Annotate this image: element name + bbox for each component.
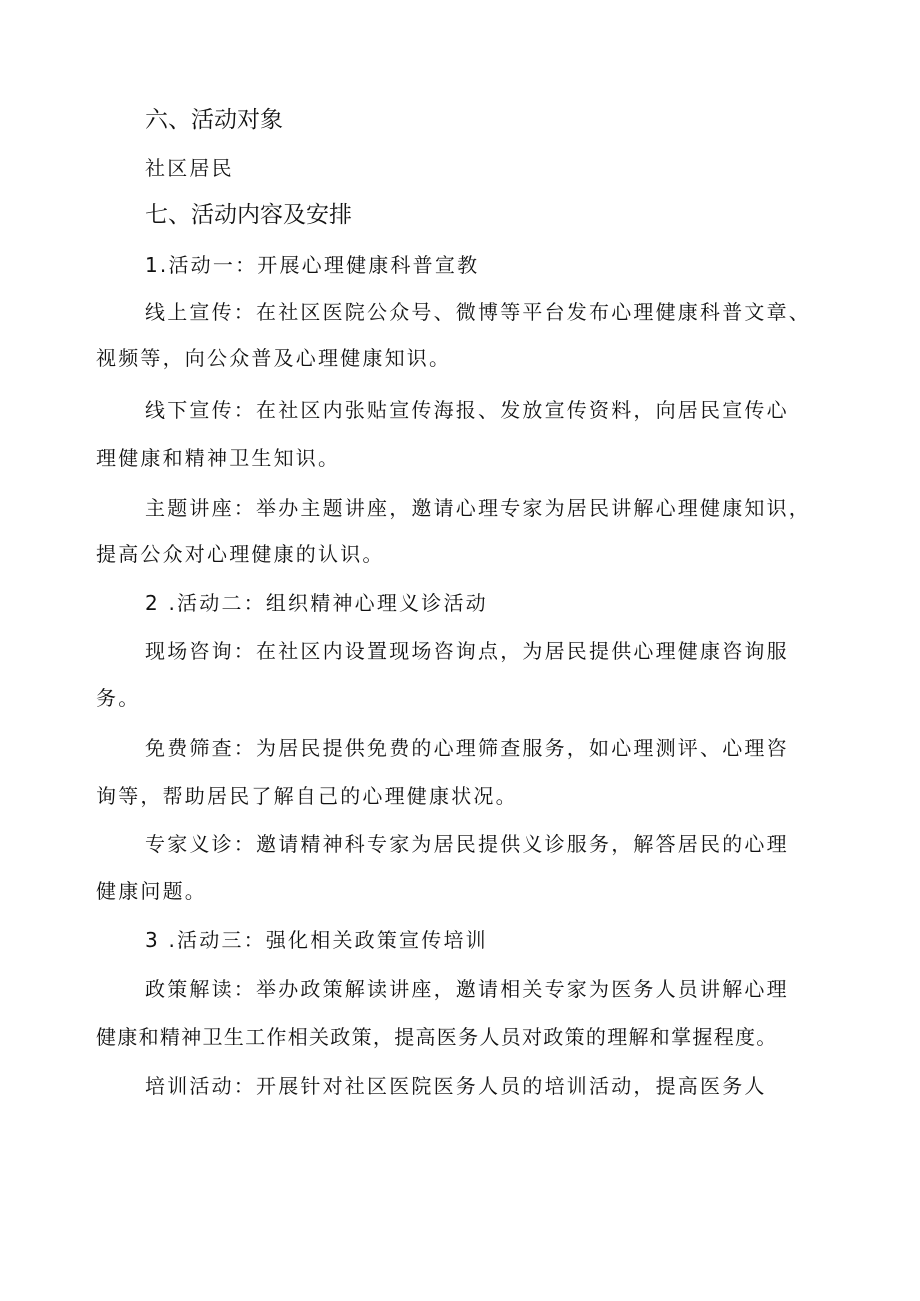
section-six-heading: 六、活动对象	[145, 107, 283, 133]
activity-two-title: 2 .活动二：组织精神心理义诊活动	[145, 591, 488, 615]
paragraph-free-screening-cont: 询等，帮助居民了解自己的心理健康状况。	[96, 784, 518, 808]
activity-three-title: 3 .活动三：强化相关政策宣传培训	[145, 928, 488, 952]
paragraph-offline-promo: 线下宣传：在社区内张贴宣传海报、发放宣传资料，向居民宣传心	[145, 398, 789, 422]
activity-one-title: 1.活动一：开展心理健康科普宣教	[145, 253, 480, 277]
section-seven-heading: 七、活动内容及安排	[145, 202, 352, 228]
paragraph-expert-clinic: 专家义诊：邀请精神科专家为居民提供义诊服务，解答居民的心理	[145, 832, 789, 856]
paragraph-onsite-consult: 现场咨询：在社区内设置现场咨询点，为居民提供心理健康咨询服	[145, 639, 789, 663]
paragraph-training: 培训活动：开展针对社区医院医务人员的培训活动，提高医务人	[145, 1074, 767, 1098]
paragraph-policy-interpretation: 政策解读：举办政策解读讲座，邀请相关专家为医务人员讲解心理	[145, 977, 789, 1001]
paragraph-free-screening: 免费筛查：为居民提供免费的心理筛查服务，如心理测评、心理咨	[145, 736, 789, 760]
paragraph-online-promo: 线上宣传：在社区医院公众号、微博等平台发布心理健康科普文章、	[145, 300, 811, 324]
paragraph-offline-promo-cont: 理健康和精神卫生知识。	[96, 446, 341, 470]
paragraph-onsite-consult-cont: 务。	[96, 686, 141, 710]
paragraph-expert-clinic-cont: 健康问题。	[96, 879, 207, 903]
section-six-body: 社区居民	[145, 156, 234, 180]
paragraph-lecture-cont: 提高公众对心理健康的认识。	[96, 542, 385, 566]
paragraph-online-promo-cont: 视频等，向公众普及心理健康知识。	[96, 346, 452, 370]
paragraph-lecture: 主题讲座：举办主题讲座，邀请心理专家为居民讲解心理健康知识，	[145, 496, 811, 520]
paragraph-policy-interpretation-cont: 健康和精神卫生工作相关政策，提高医务人员对政策的理解和掌握程度。	[96, 1025, 778, 1049]
